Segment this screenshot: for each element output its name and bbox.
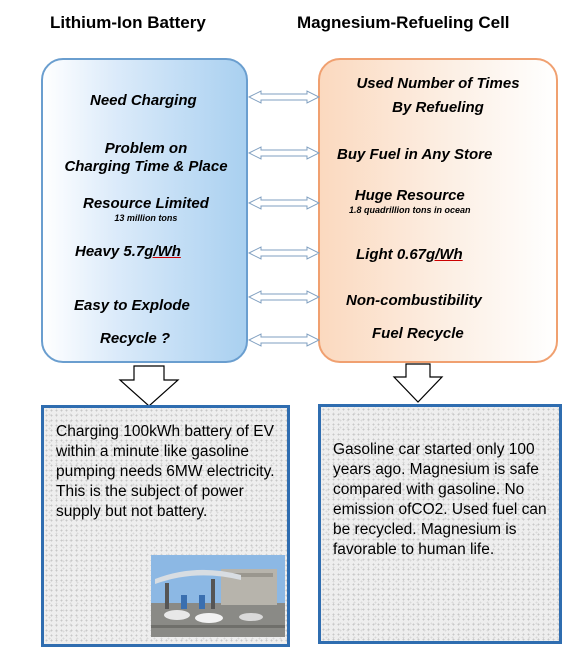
double-arrow-icon xyxy=(248,90,320,104)
down-arrow-icon xyxy=(392,363,444,403)
charging-problem-item: Problem on Charging Time & Place xyxy=(64,140,228,175)
light-weight-item xyxy=(356,246,463,264)
double-arrow-icon xyxy=(248,290,320,304)
buy-fuel-item: Buy Fuel in Any Store xyxy=(337,146,493,163)
magnesium-note-text: Gasoline car started only 100 years ago. Magnesium is safe compared with gasoline. No emission ofCO2. Used fuel can be recycled. Magnesium is favorable to human life. xyxy=(333,441,547,558)
charging-note-text: Charging 100kWh battery of EV within a minute like gasoline pumping needs 6MW electricity. This is the subject of power supply but not battery. xyxy=(56,423,275,520)
double-arrow-icon xyxy=(248,246,320,260)
down-arrow-icon xyxy=(118,365,180,407)
light-value: Light 0.67 xyxy=(356,246,427,263)
recycle-question-item: Recycle ? xyxy=(100,330,171,347)
double-arrow-icon xyxy=(248,196,320,210)
right-column-header: Magnesium-Refueling Cell xyxy=(297,13,510,32)
double-arrow-icon xyxy=(248,333,320,347)
need-charging-item: Need Charging xyxy=(90,92,197,109)
charging-note-box xyxy=(41,405,290,647)
huge-resource-item: Huge Resource 1.8 quadrillion tons in ocean xyxy=(349,187,471,215)
heavy-unit: g/Wh xyxy=(144,243,181,260)
left-column-header: Lithium-Ion Battery xyxy=(50,13,206,32)
magnesium-note-box xyxy=(318,404,562,644)
resource-limited-item: Resource Limited 13 million tons xyxy=(83,195,209,223)
light-unit: g/Wh xyxy=(426,246,463,263)
used-times-item: Used Number of Times By Refueling xyxy=(356,75,520,116)
heavy-weight-item xyxy=(75,243,181,261)
magnesium-panel xyxy=(318,58,558,363)
heavy-value: Heavy 5.7 xyxy=(75,243,145,260)
easy-to-explode-item: Easy to Explode xyxy=(74,297,190,314)
fuel-recycle-item: Fuel Recycle xyxy=(372,325,464,342)
lithium-ion-panel xyxy=(41,58,248,363)
charging-station-photo xyxy=(151,555,285,637)
double-arrow-icon xyxy=(248,146,320,160)
non-combustibility-item: Non-combustibility xyxy=(346,292,482,309)
